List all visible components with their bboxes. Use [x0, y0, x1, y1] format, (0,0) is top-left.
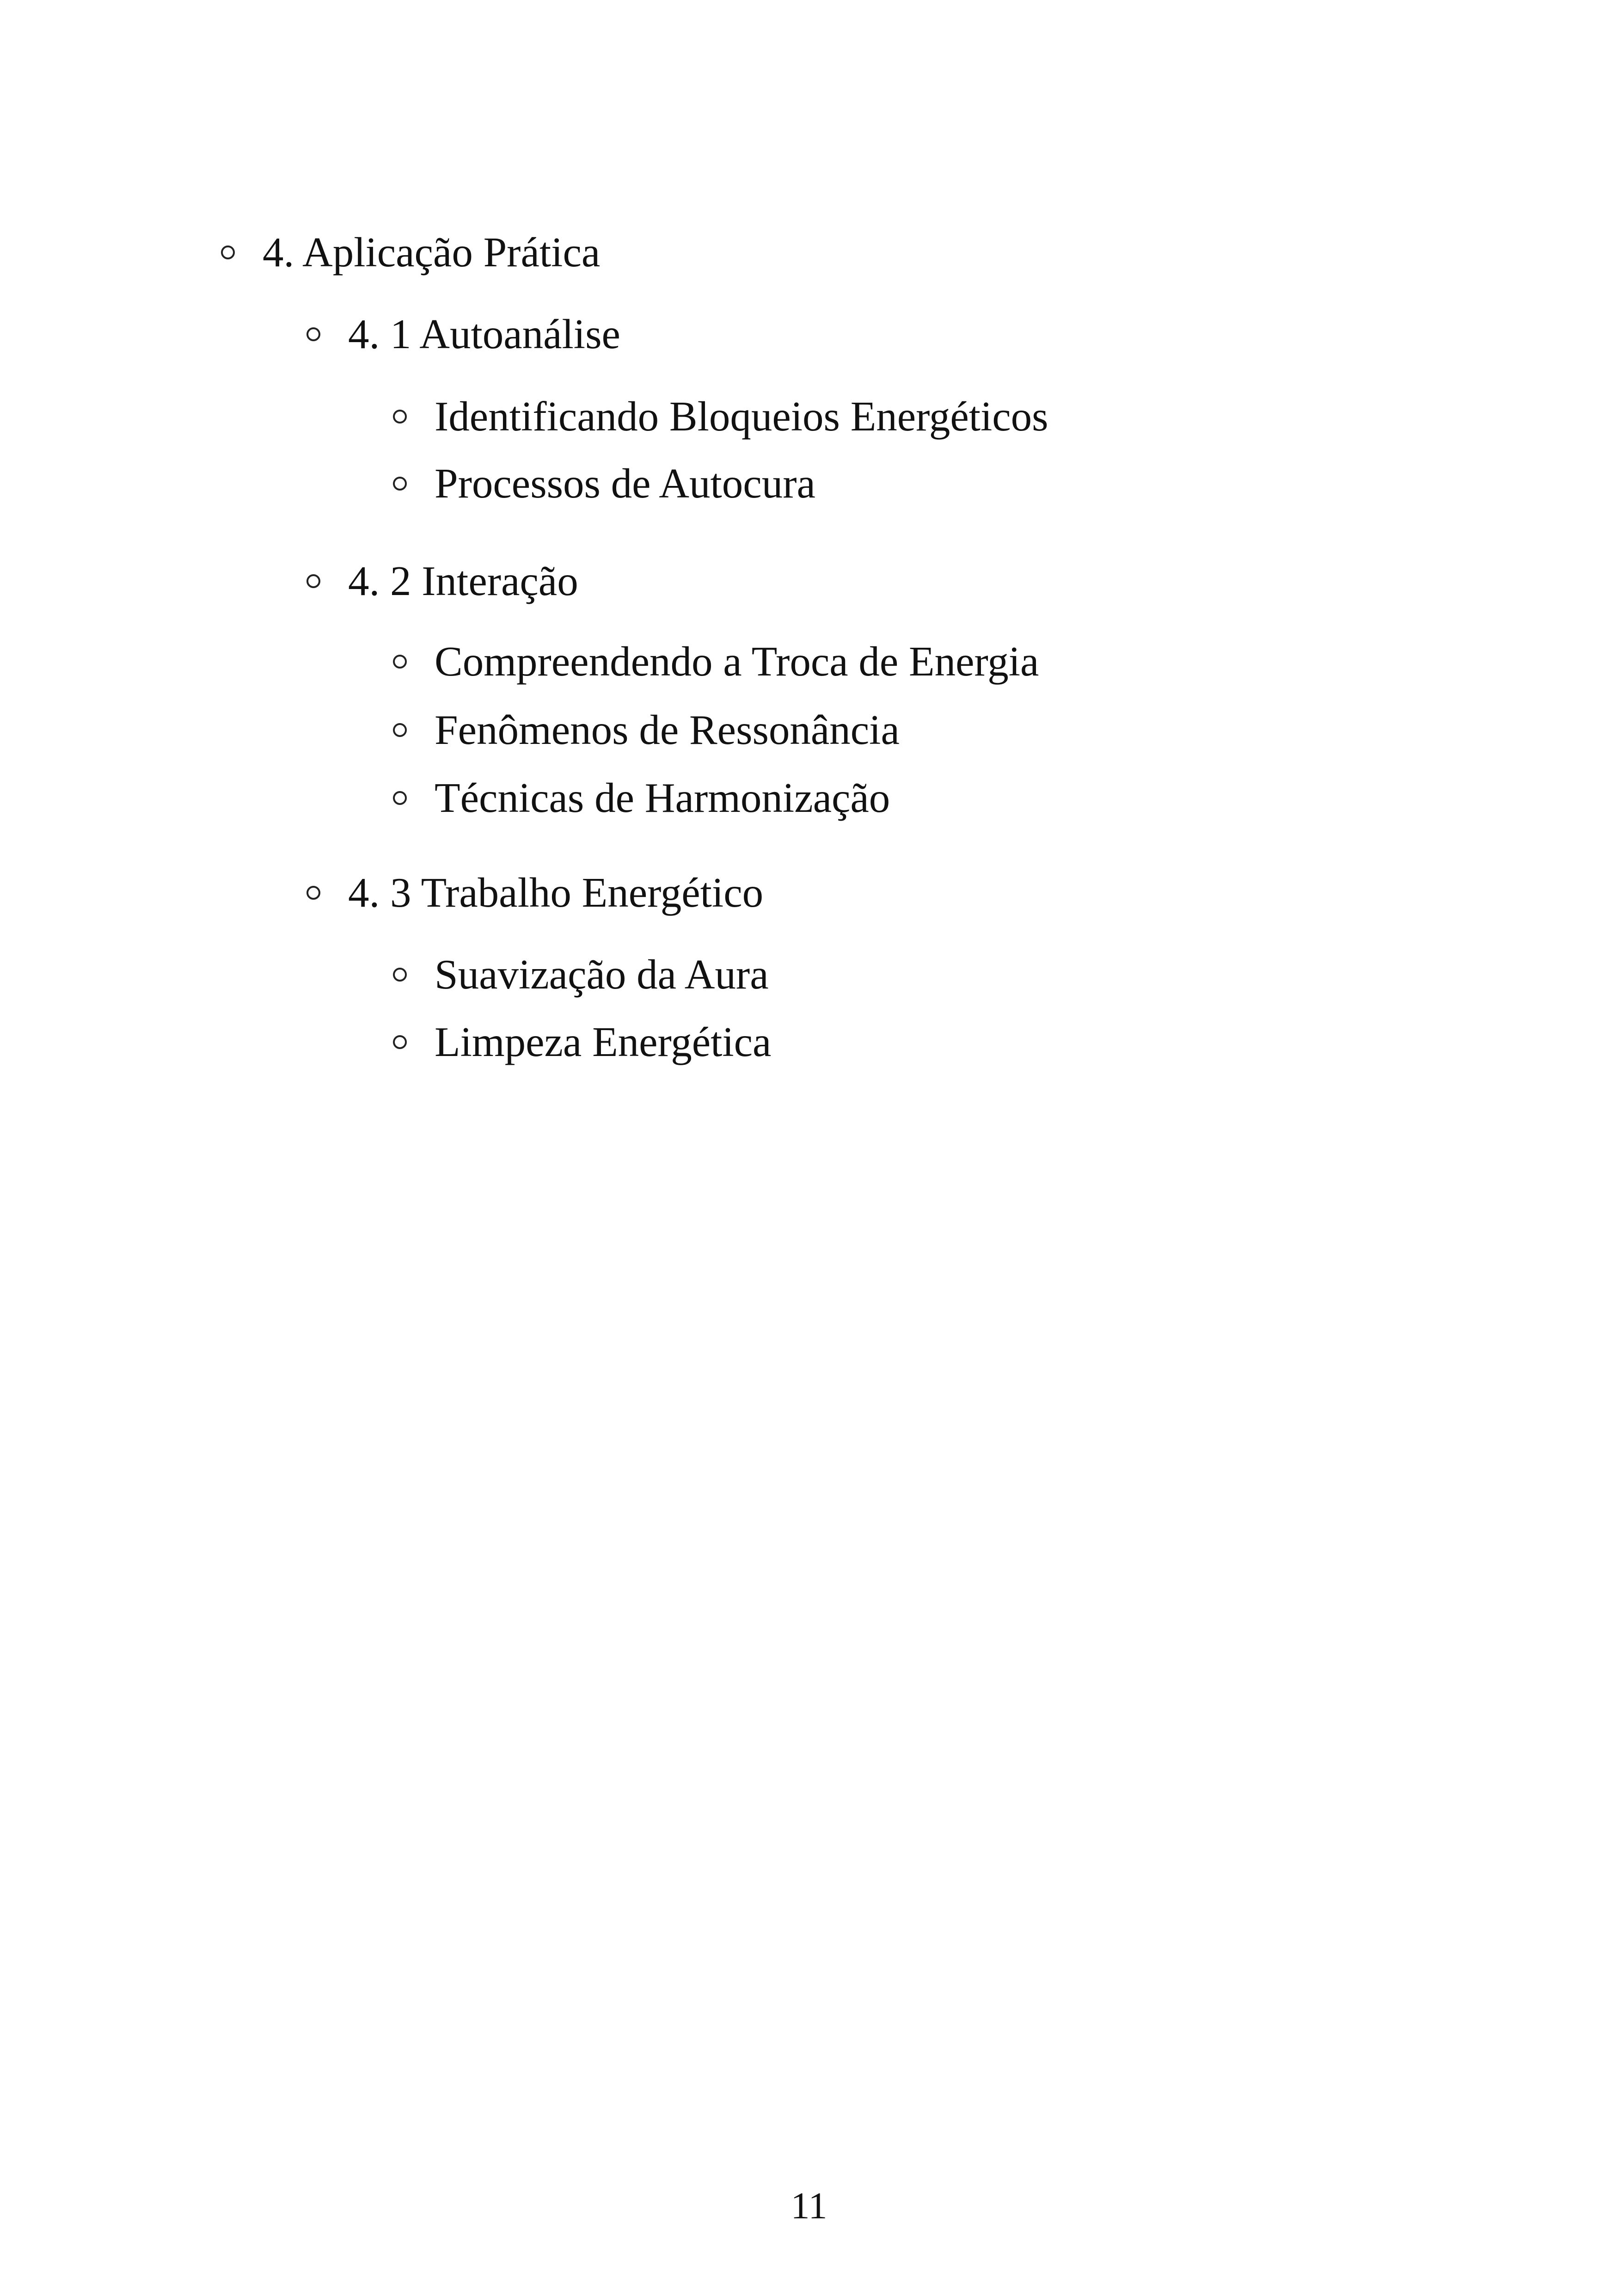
outline-item-label: Suavização da Aura — [435, 951, 769, 998]
outline-item — [393, 460, 815, 507]
outline-item-label: Técnicas de Harmonização — [435, 774, 890, 821]
outline-item-label: Limpeza Energética — [435, 1019, 772, 1065]
outline-subsection-4-3 — [306, 869, 764, 916]
outline-item-label: Processos de Autocura — [435, 460, 815, 507]
hollow-bullet-icon — [393, 968, 407, 982]
outline-item — [393, 1021, 771, 1063]
outline-subsection-4-2 — [306, 560, 578, 602]
outline-section-4 — [221, 229, 601, 276]
hollow-bullet-icon — [393, 655, 407, 669]
outline-item — [393, 774, 890, 821]
outline-subsection-4-1-label: 4. 1 Autoanálise — [348, 311, 620, 357]
hollow-bullet-icon — [393, 791, 407, 805]
outline-item-label: Compreendendo a Troca de Energia — [435, 638, 1039, 685]
outline-subsection-4-1 — [306, 313, 620, 355]
hollow-bullet-icon — [221, 246, 235, 259]
outline-item — [393, 951, 769, 998]
outline-item-label: Identificando Bloqueios Energéticos — [435, 393, 1048, 440]
outline-item — [393, 706, 900, 753]
outline-subsection-4-3-label: 4. 3 Trabalho Energético — [348, 869, 764, 916]
hollow-bullet-icon — [393, 477, 407, 491]
hollow-bullet-icon — [393, 1035, 407, 1049]
hollow-bullet-icon — [306, 574, 320, 588]
hollow-bullet-icon — [306, 327, 320, 341]
outline-item-label: Fenômenos de Ressonância — [435, 706, 900, 753]
outline-item — [393, 393, 1048, 440]
page-number: 11 — [791, 2185, 827, 2227]
outline-subsection-4-2-label: 4. 2 Interação — [348, 558, 578, 604]
hollow-bullet-icon — [393, 410, 407, 424]
outline-item — [393, 638, 1039, 685]
hollow-bullet-icon — [306, 886, 320, 900]
hollow-bullet-icon — [393, 723, 407, 737]
outline-section-4-label: 4. Aplicação Prática — [263, 229, 601, 276]
